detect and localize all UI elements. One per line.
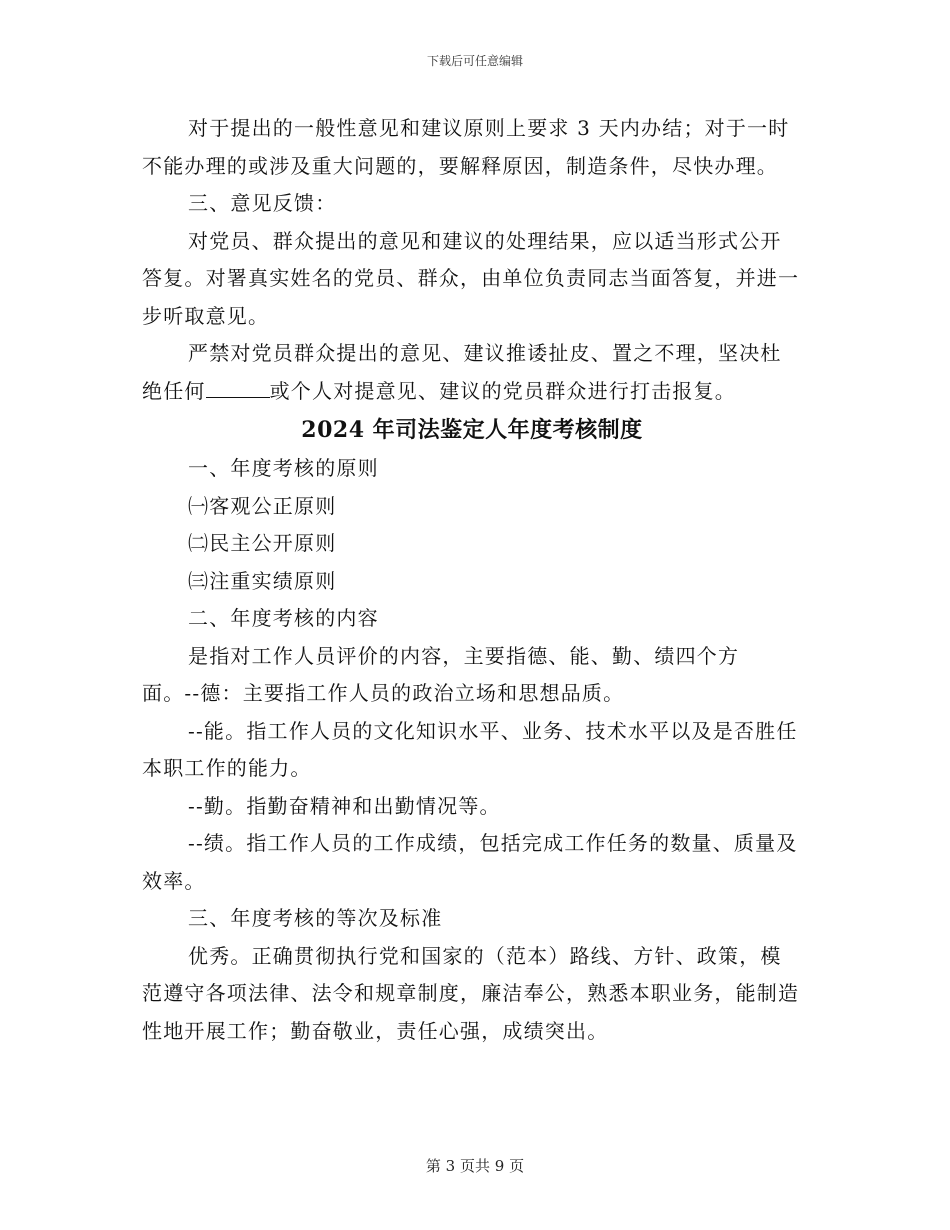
paragraph-achievement: --绩。指工作人员的工作成绩，包括完成工作任务的数量、质量及效率。 [142, 831, 798, 893]
paragraph-content-line1: 是指对工作人员评价的内容，主要指德、能、勤、绩四个方 [188, 643, 740, 668]
section-heading-principles: 一、年度考核的原则 [188, 456, 379, 480]
document-body [142, 110, 802, 1050]
prohibition-text-end: 或个人对提意见、建议的党员群众进行打击报复。 [269, 378, 737, 403]
section-heading-feedback: 三、意见反馈： [188, 191, 337, 215]
paragraph-content-line2: 面。--德：主要指工作人员的政治立场和思想品质。 [142, 681, 625, 705]
document-title: 2024 年司法鉴定人年度考核制度 [301, 417, 643, 443]
page-header: 下载后可任意编辑 [426, 54, 523, 68]
paragraph-diligence: --勤。指勤奋精神和出勤情况等。 [188, 793, 501, 818]
prohibition-text-start: 严禁对党员群众提出的意见、建议推诿扯皮、置之不理，坚决杜绝任何 [142, 341, 782, 403]
principle-item-performance: ㈢注重实绩原则 [188, 568, 337, 593]
paragraph-excellent: 优秀。正确贯彻执行党和国家的（范本）路线、方针、政策，模范遵守各项法律、法令和规章制度，廉洁奉公，熟悉本职业务，能制造性地开展工作；勤奋敬业，责任心强，成绩突出。 [142, 943, 800, 1043]
paragraph-prohibition [142, 335, 802, 410]
paragraph-feedback: 对党员、群众提出的意见和建议的处理结果，应以适当形式公开答复。对署真实姓名的党员、群众，由单位负责同志当面答复，并进一步听取意见。 [142, 228, 800, 328]
paragraph-handling-deadline: 对于提出的一般性意见和建议原则上要求 3 天内办结；对于一时不能办理的或涉及重大问题的，要解释原因，制造条件，尽快办理。 [142, 116, 790, 178]
paragraph-ability: --能。指工作人员的文化知识水平、业务、技术水平以及是否胜任本职工作的能力。 [142, 718, 798, 780]
principle-item-objective: ㈠客观公正原则 [188, 493, 337, 518]
blank-underline [206, 379, 270, 398]
page-footer: 第 3 页共 9 页 [425, 1157, 525, 1175]
section-heading-grades: 三、年度考核的等次及标准 [188, 906, 443, 930]
principle-item-democratic: ㈡民主公开原则 [188, 531, 337, 555]
section-heading-content: 二、年度考核的内容 [188, 606, 379, 630]
